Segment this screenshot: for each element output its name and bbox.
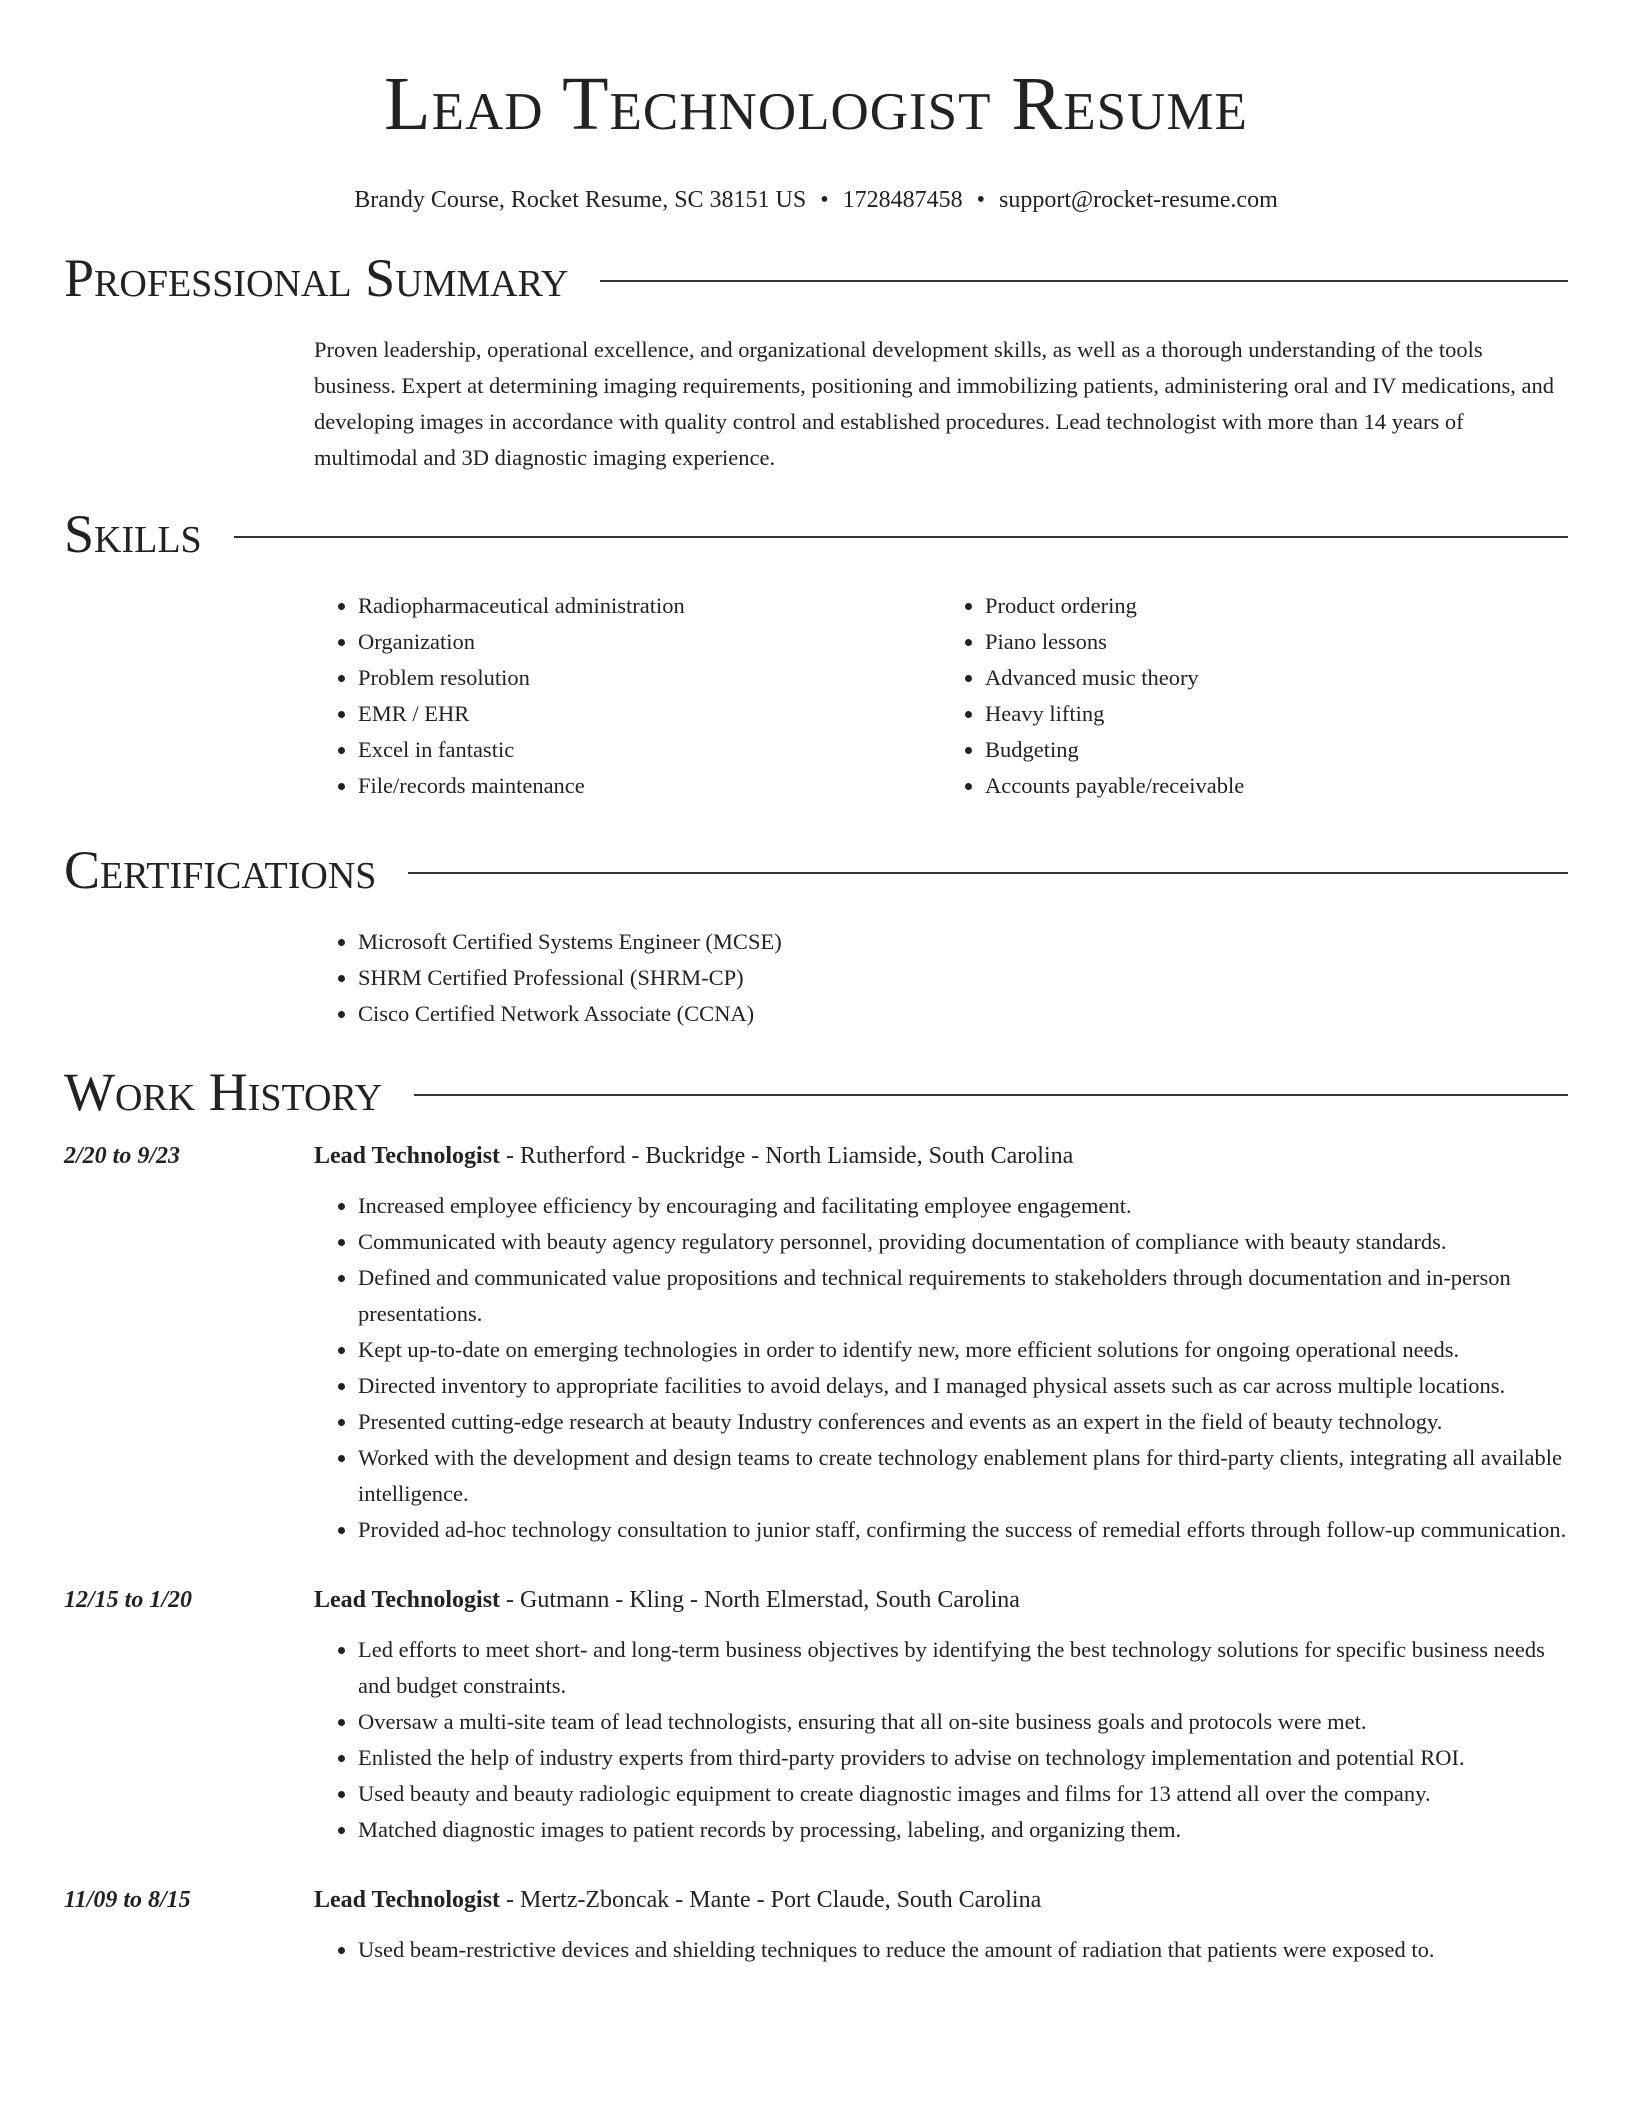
job-dates: 11/09 to 8/15: [64, 1887, 191, 1913]
summary-text: Proven leadership, operational excellence, and organizational development skills, as well as a thorough understanding of the tools business. Expert at determining imaging requirements, positioning and immobilizing patients, administering oral and IV medications, and developing images in accordance with quality control and established procedures. Lead technologist with more than 14 years of multimodal and 3D diagnostic imaging experience.: [314, 337, 1554, 470]
certification-item: • Cisco Certified Network Associate (CCNA): [358, 996, 1568, 1032]
skill-item: • Product ordering: [985, 588, 1568, 624]
job-bullet: • Led efforts to meet short- and long-term business objectives by identifying the best technology solutions for specific business needs and budget constraints.: [358, 1632, 1568, 1704]
skill-item: • Excel in fantastic: [358, 732, 941, 768]
job-bullets: [314, 1632, 1568, 1848]
contact-email: support@rocket-resume.com: [999, 187, 1278, 213]
work-heading: Work History: [64, 1062, 383, 1122]
certifications-heading: Certifications: [64, 840, 377, 900]
skill-item: • EMR / EHR: [358, 696, 941, 732]
job-bullet: • Increased employee efficiency by encouraging and facilitating employee engagement.: [358, 1188, 1568, 1224]
job-bullet: • Presented cutting-edge research at beauty Industry conferences and events as an expert in the field of beauty technology.: [358, 1404, 1568, 1440]
job-bullet: • Kept up-to-date on emerging technologies in order to identify new, more efficient solutions for ongoing operational needs.: [358, 1332, 1568, 1368]
job-title-line: [314, 1582, 1568, 1618]
skills-right-column: [941, 588, 1568, 804]
certification-item: • SHRM Certified Professional (SHRM-CP): [358, 960, 1568, 996]
job-bullet: • Directed inventory to appropriate facilities to avoid delays, and I managed physical assets such as car across multiple locations.: [358, 1368, 1568, 1404]
skill-item: • Heavy lifting: [985, 696, 1568, 732]
skills-section-header: [64, 502, 1568, 566]
job-bullet: • Used beauty and beauty radiologic equipment to create diagnostic images and films for 13 attend all over the company.: [358, 1776, 1568, 1812]
contact-phone: 1728487458: [842, 187, 963, 213]
skill-item: • Piano lessons: [985, 624, 1568, 660]
job-employer: - Rutherford - Buckridge - North Liamside, South Carolina: [500, 1143, 1074, 1169]
job-bullet: • Worked with the development and design teams to create technology enablement plans for third-party clients, integrating all available intelligence.: [358, 1440, 1568, 1512]
job-title: Lead Technologist: [314, 1887, 501, 1913]
job-title: Lead Technologist: [314, 1587, 501, 1613]
contact-separator: •: [976, 187, 986, 213]
job-employer: - Gutmann - Kling - North Elmerstad, South Carolina: [500, 1587, 1020, 1613]
job-entry: [64, 1138, 1568, 1548]
resume-page: [64, 0, 1568, 1968]
skills-heading: Skills: [64, 504, 202, 564]
job-bullet: • Matched diagnostic images to patient records by processing, labeling, and organizing them.: [358, 1812, 1568, 1848]
job-bullet: • Oversaw a multi-site team of lead technologists, ensuring that all on-site business goals and protocols were met.: [358, 1704, 1568, 1740]
job-title: Lead Technologist: [314, 1143, 501, 1169]
job-bullet: • Used beam-restrictive devices and shielding techniques to reduce the amount of radiation that patients were exposed to.: [358, 1932, 1568, 1968]
section-divider: [408, 872, 1568, 874]
job-entry: [64, 1582, 1568, 1848]
contact-line: [64, 184, 1568, 216]
contact-address: Brandy Course, Rocket Resume, SC 38151 US: [354, 187, 807, 213]
work-section-header: [64, 1060, 1568, 1124]
section-divider: [234, 536, 1568, 538]
skill-item: • Budgeting: [985, 732, 1568, 768]
job-bullets: [314, 1188, 1568, 1548]
skill-item: • Advanced music theory: [985, 660, 1568, 696]
skill-item: • Accounts payable/receivable: [985, 768, 1568, 804]
section-divider: [600, 280, 1568, 282]
job-bullets: [314, 1932, 1568, 1968]
skills-left-column: [314, 588, 941, 804]
job-title-line: [314, 1138, 1568, 1174]
job-dates: 2/20 to 9/23: [64, 1143, 181, 1169]
job-dates: 12/15 to 1/20: [64, 1587, 193, 1613]
job-title-line: [314, 1882, 1568, 1918]
skill-item: • Organization: [358, 624, 941, 660]
certifications-list: [314, 924, 1568, 1032]
resume-title: Lead Technologist Resume: [384, 62, 1248, 146]
skill-item: • File/records maintenance: [358, 768, 941, 804]
skills-list: [314, 588, 1568, 804]
job-entry: [64, 1882, 1568, 1968]
summary-heading: Professional Summary: [64, 248, 569, 308]
summary-section-header: [64, 246, 1568, 310]
job-bullet: • Provided ad-hoc technology consultation to junior staff, confirming the success of remedial efforts through follow-up communication.: [358, 1512, 1568, 1548]
job-bullet: • Communicated with beauty agency regulatory personnel, providing documentation of compliance with beauty standards.: [358, 1224, 1568, 1260]
job-bullet: • Defined and communicated value propositions and technical requirements to stakeholders through documentation and in-person presentations.: [358, 1260, 1568, 1332]
job-employer: - Mertz-Zboncak - Mante - Port Claude, South Carolina: [500, 1887, 1042, 1913]
skill-item: • Problem resolution: [358, 660, 941, 696]
contact-separator: •: [820, 187, 829, 213]
certification-item: • Microsoft Certified Systems Engineer (MCSE): [358, 924, 1568, 960]
certifications-section-header: [64, 838, 1568, 902]
job-bullet: • Enlisted the help of industry experts from third-party providers to advise on technology implementation and potential ROI.: [358, 1740, 1568, 1776]
section-divider: [414, 1094, 1568, 1096]
skill-item: • Radiopharmaceutical administration: [358, 588, 941, 624]
